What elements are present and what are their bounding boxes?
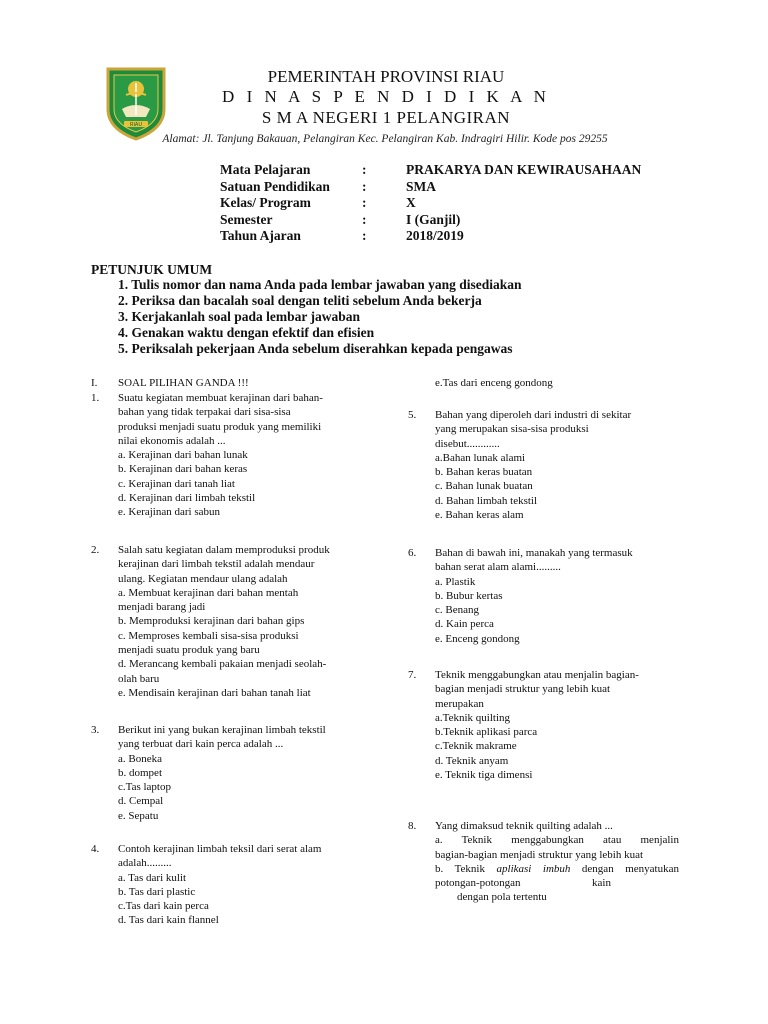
instruction-item: 3. Kerjakanlah soal pada lembar jawaban	[118, 309, 361, 324]
logo-text: RIAU	[129, 122, 143, 128]
answer-option: e. Sepatu	[118, 809, 159, 822]
answer-option: b. dompet	[118, 766, 162, 779]
info-colon: :	[362, 211, 367, 227]
answer-option: e. Kerajinan dari sabun	[118, 506, 221, 519]
answer-option: b. Tas dari plastic	[118, 885, 196, 898]
option-text: dengan menyatukan	[570, 862, 679, 875]
answer-option: e. Mendisain kerajinan dari bahan tanah liat	[118, 686, 311, 699]
answer-option-continued: bagian-bagian menjadi struktur yang lebih kuat	[435, 848, 644, 861]
question-stem: Contoh kerajinan limbah teksil dari serat alam	[118, 843, 322, 855]
answer-option: c. Benang	[435, 604, 479, 617]
question-stem: Bahan di bawah ini, manakah yang termasuk	[435, 547, 633, 559]
answer-option: a.Bahan lunak alami	[435, 451, 526, 464]
question-stem: Yang dimaksud teknik quilting adalah ...	[435, 820, 613, 832]
answer-option: a. Boneka	[118, 752, 162, 765]
answer-option: e. Bahan keras alam	[435, 509, 524, 522]
question-stem: Suatu kegiatan membuat kerajinan dari bahan-	[118, 392, 323, 404]
info-value: PRAKARYA DAN KEWIRAUSAHAAN	[406, 162, 642, 177]
info-label: Mata Pelajaran	[220, 162, 311, 177]
answer-option: menjadi suatu produk yang baru	[118, 644, 260, 657]
info-value: I (Ganjil)	[406, 211, 461, 227]
question-stem: bahan serat alam alami.........	[435, 561, 561, 574]
section-title: SOAL PILIHAN GANDA !!!	[118, 377, 249, 389]
question-number: 5.	[408, 409, 417, 421]
answer-option: c.Teknik makrame	[435, 740, 517, 753]
answer-option: a.Teknik quilting	[435, 711, 510, 724]
answer-option: d. Kerajinan dari limbah tekstil	[118, 492, 256, 505]
answer-option: c. Kerajinan dari tanah liat	[118, 477, 235, 490]
question-stem: adalah.........	[118, 857, 172, 870]
info-value: 2018/2019	[406, 228, 464, 243]
answer-option: a. Kerajinan dari bahan lunak	[118, 449, 248, 462]
answer-option: a. Membuat kerajinan dari bahan mentah	[118, 586, 299, 599]
answer-option: c.Tas laptop	[118, 781, 171, 794]
instructions-title: PETUNJUK UMUM	[91, 262, 213, 277]
answer-option: a. Tas dari kulit	[118, 871, 187, 884]
question-stem: yang terbuat dari kain perca adalah ...	[118, 738, 284, 751]
answer-option: c. Memproses kembali sisa-sisa produksi	[118, 629, 299, 642]
question-number: 4.	[91, 843, 100, 855]
header-address: Alamat: Jl. Tanjung Bakauan, Pelangiran Kec. Pelangiran Kab. Indragiri Hilir. Kode pos 29255	[162, 133, 608, 145]
question-number: 7.	[408, 669, 417, 681]
option-italic-text: aplikasi imbuh	[496, 862, 571, 875]
answer-option: b. Bubur kertas	[435, 589, 503, 602]
info-label: Satuan Pendidikan	[220, 178, 330, 194]
answer-option: b. Kerajinan dari bahan keras	[118, 463, 248, 476]
info-colon: :	[362, 178, 367, 194]
question-number: 8.	[408, 820, 417, 832]
info-colon: :	[362, 162, 367, 177]
answer-option: menjadi barang jadi	[118, 601, 206, 614]
answer-option-continued: potongan-potongan kain	[435, 877, 611, 890]
section-number: I.	[91, 377, 98, 389]
info-value: SMA	[406, 178, 436, 194]
header-government: PEMERINTAH PROVINSI RIAU	[267, 67, 505, 86]
answer-option-continued: dengan pola tertentu	[457, 891, 547, 904]
instruction-item: 2. Periksa dan bacalah soal dengan teliti sebelum Anda bekerja	[118, 293, 482, 308]
answer-option: olah baru	[118, 672, 160, 685]
header-school: S M A NEGERI 1 PELANGIRAN	[261, 108, 511, 127]
answer-option: b.Teknik aplikasi parca	[435, 726, 538, 739]
answer-option: d. Teknik anyam	[435, 754, 509, 767]
question-stem: kerajinan dari limbah tekstil adalah mendaur	[118, 558, 315, 571]
question-stem: disebut............	[435, 437, 500, 450]
answer-option: d. Bahan limbah tekstil	[435, 494, 538, 507]
question-number: 3.	[91, 724, 100, 736]
instructions-list	[118, 277, 522, 357]
answer-option: a. Plastik	[435, 575, 476, 588]
info-label: Kelas/ Program	[220, 195, 311, 210]
info-colon: :	[362, 228, 367, 243]
instruction-item: 5. Periksalah pekerjaan Anda sebelum diserahkan kepada pengawas	[118, 341, 513, 356]
info-value: X	[406, 195, 416, 210]
question-stem: bagian menjadi struktur yang lebih kuat	[435, 683, 611, 696]
answer-option	[435, 862, 679, 876]
riau-logo	[104, 65, 168, 141]
answer-option: e. Enceng gondong	[435, 632, 520, 645]
answer-option: d. Tas dari kain flannel	[118, 914, 219, 927]
info-colon: :	[362, 195, 367, 210]
question-4-continued	[435, 376, 553, 390]
answer-option: c. Bahan lunak buatan	[435, 480, 533, 493]
instruction-item: 4. Genakan waktu dengan efektif dan efisien	[118, 325, 375, 340]
instruction-item: 1. Tulis nomor dan nama Anda pada lembar jawaban yang disediakan	[118, 277, 522, 292]
question-stem: produksi menjadi suatu produk yang memiliki	[118, 420, 322, 433]
answer-option: e.Tas dari enceng gondong	[435, 377, 553, 389]
info-label: Semester	[220, 211, 273, 227]
question-stem: nilai ekonomis adalah ...	[118, 434, 226, 447]
answer-option: d. Kain perca	[435, 618, 494, 631]
answer-option: e. Teknik tiga dimensi	[435, 769, 533, 782]
info-label: Tahun Ajaran	[220, 228, 301, 243]
option-text: b. Teknik	[435, 862, 497, 875]
question-stem: Teknik menggabungkan atau menjalin bagian-	[435, 669, 639, 681]
question-number: 1.	[91, 392, 100, 404]
answer-option: d. Merancang kembali pakaian menjadi seolah-	[118, 658, 327, 671]
answer-option: a. Teknik menggabungkan atau menjalin	[435, 834, 679, 847]
answer-option: c.Tas dari kain perca	[118, 900, 209, 913]
question-stem: Bahan yang diperoleh dari industri di sekitar	[435, 409, 632, 421]
question-number: 2.	[91, 544, 100, 556]
question-stem: merupakan	[435, 697, 484, 710]
question-number: 6.	[408, 547, 417, 559]
question-stem: ulang. Kegiatan mendaur ulang adalah	[118, 572, 288, 585]
question-stem: bahan yang tidak terpakai dari sisa-sisa	[118, 406, 291, 419]
question-stem: Salah satu kegiatan dalam memproduksi produk	[118, 544, 330, 556]
answer-option: d. Cempal	[118, 795, 164, 808]
answer-option: b. Bahan keras buatan	[435, 466, 533, 479]
answer-option: b. Memproduksi kerajinan dari bahan gips	[118, 615, 305, 628]
question-stem: yang merupakan sisa-sisa produksi	[435, 423, 589, 436]
header-department: D I N A S P E N D I D I K A N	[222, 87, 550, 106]
question-stem: Berikut ini yang bukan kerajinan limbah tekstil	[118, 724, 326, 736]
